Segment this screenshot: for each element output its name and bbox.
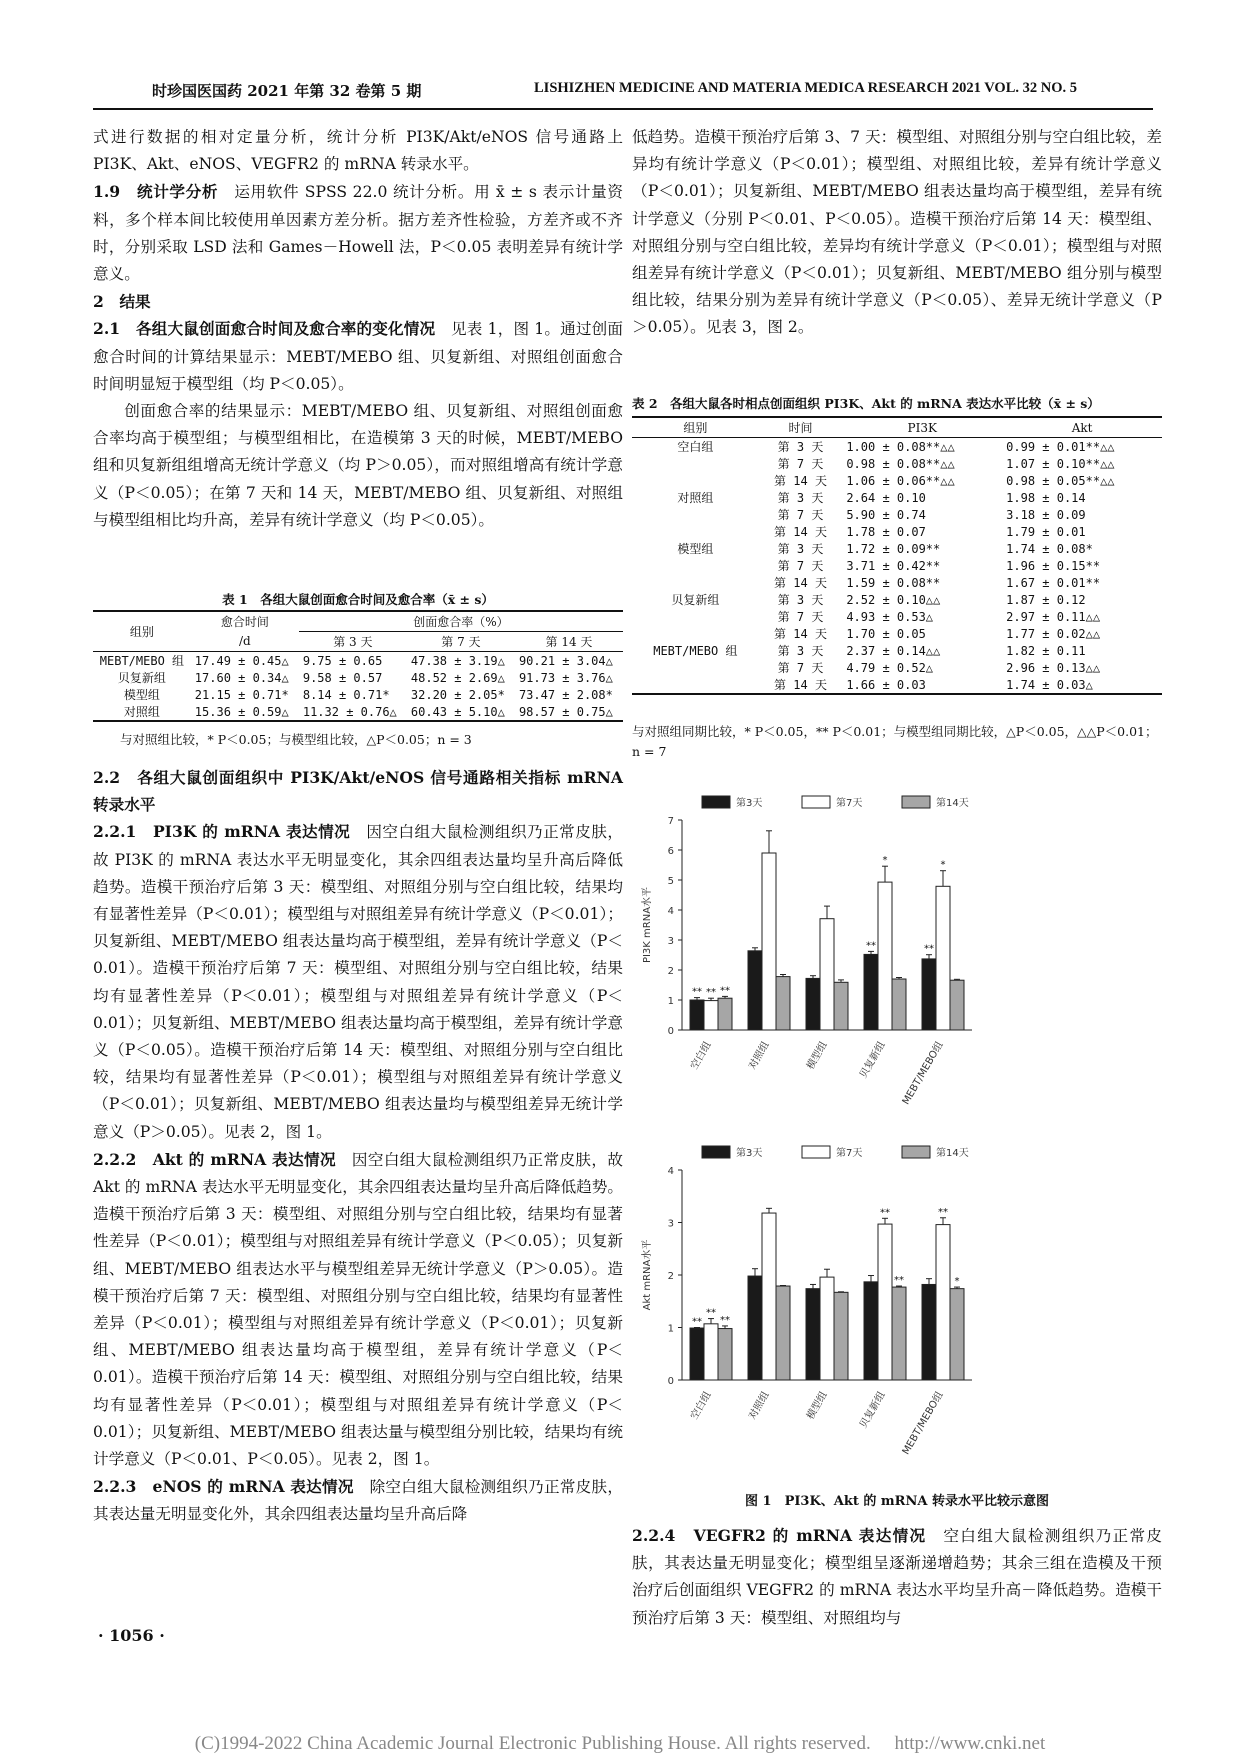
section-body: 运用软件 SPSS 22.0 统计分析。用 x̄ ± s 表示计量资料，多个样本间比较使用单因素方差分析。据方差齐性检验，方差齐或不齐时，分别采取 LSD 法和 Games－Howell 法，P＜0.05 表明差异有统计学意义。 — [93, 183, 623, 284]
table2-row — [632, 625, 1162, 642]
section-1-9 — [93, 178, 623, 288]
table2-cell: 2.96 ± 0.13△△ — [1006, 660, 1101, 675]
table2-cell: 1.07 ± 0.10**△△ — [1006, 456, 1115, 471]
significance-mark: ** — [706, 1307, 716, 1319]
section-body: 见表 1，图 1。通过创面愈合时间的计算结果显示：MEBT/MEBO 组、贝复新组、对照组创面愈合时间明显短于模型组（均 P＜0.05）。 — [93, 320, 623, 393]
table1-cell: 98.57 ± 0.75△ — [518, 704, 613, 719]
table2-cell: 2.64 ± 0.10 — [846, 490, 926, 505]
pi3k-chart — [632, 790, 1162, 1130]
significance-mark: ** — [720, 1314, 730, 1326]
legend-swatch — [802, 1146, 830, 1158]
table1-cell: 60.43 ± 5.10△ — [410, 704, 505, 719]
y-tick-label: 4 — [667, 1166, 674, 1177]
table2-cell: 4.93 ± 0.53△ — [846, 609, 934, 624]
section-2-1 — [93, 315, 623, 398]
x-tick-label: 空白组 — [689, 1040, 714, 1072]
x-tick-label: MEBT/MEBO组 — [900, 1390, 946, 1457]
bar — [950, 1289, 964, 1380]
bar — [776, 1286, 790, 1380]
page-number: · 1056 · — [98, 1626, 165, 1645]
table2-cell: 第 7 天 — [777, 508, 824, 522]
significance-mark: ** — [880, 1207, 890, 1219]
bar — [950, 980, 964, 1030]
table2-row — [632, 489, 1162, 506]
table1-cell: MEBT/MEBO 组 — [99, 654, 185, 668]
bar — [922, 959, 936, 1030]
table2-cell: 第 3 天 — [777, 593, 824, 607]
legend-swatch — [902, 1146, 930, 1158]
table2-header-group: 组别 — [683, 421, 708, 435]
bar — [762, 1213, 776, 1380]
table2-cell: 1.00 ± 0.08**△△ — [846, 439, 955, 454]
section-2-2-2 — [93, 1146, 623, 1473]
table1-row — [93, 703, 623, 721]
table1-cell: 9.58 ± 0.57 — [302, 670, 383, 685]
x-tick-label: 对照组 — [747, 1040, 772, 1072]
table1-cell: 73.47 ± 2.08* — [518, 687, 613, 702]
table1-row — [93, 652, 623, 670]
table2-cell — [632, 676, 759, 694]
table1-cell: 48.52 ± 2.69△ — [410, 670, 505, 685]
section-heading: 2.2.4 VEGFR2 的 mRNA 表达情况 — [632, 1526, 927, 1545]
table1-cell: 9.75 ± 0.65 — [302, 653, 383, 668]
table2-row — [632, 472, 1162, 489]
table2-cell: 第 14 天 — [774, 525, 827, 539]
significance-mark: ** — [692, 1316, 702, 1328]
table2-cell — [632, 455, 759, 472]
paragraph: 低趋势。造模干预治疗后第 3、7 天：模型组、对照组分别与空白组比较，差异均有统计学意义（P＜0.01）；模型组、对照组比较，差异有统计学意义（P＜0.01）；贝复新组、MEBT/MEBO 组表达量均高于模型组，差异有统计学意义（分别 P＜0.01、P＜0.05）。造模干预治疗后第 14 天：模型组、对照组分别与空白组比较，差异均有统计学意义（P＜0.01）；模型组与对照组差异有统计学意义（P＜0.01）；贝复新组、MEBT/MEBO 组分别与模型组比较，结果分别为差异有统计学意义（P＜0.05）、差异无统计学意义（P＞0.05）。见表 3，图 2。 — [632, 128, 1162, 337]
table2-cell: 第 14 天 — [774, 474, 827, 488]
y-tick-label: 2 — [667, 1271, 674, 1282]
table2-row — [632, 438, 1162, 456]
table2-cell: 1.72 ± 0.09** — [846, 541, 941, 556]
bar — [748, 951, 762, 1030]
table2-caption: 表 2 各组大鼠各时相点创面组织 PI3K、Akt 的 mRNA 表达水平比较（x̄ ± s） — [632, 396, 1100, 411]
figure-1b — [632, 1140, 1162, 1484]
right-column-2 — [632, 1522, 1162, 1632]
table2-cell — [632, 506, 759, 523]
table1-cell: 17.49 ± 0.45△ — [194, 653, 289, 668]
table1-caption: 表 1 各组大鼠创面愈合时间及愈合率（x̄ ± s） — [222, 592, 494, 607]
table1-cell: 90.21 ± 3.04△ — [518, 653, 613, 668]
bar — [718, 998, 732, 1030]
table2-cell: 1.06 ± 0.06**△△ — [846, 473, 955, 488]
x-tick-label: 空白组 — [689, 1390, 714, 1422]
table2-cell: 4.79 ± 0.52△ — [846, 660, 934, 675]
table2-cell — [632, 608, 759, 625]
table2-row — [632, 540, 1162, 557]
section-2-heading: 2 结果 — [93, 292, 151, 312]
bar — [892, 979, 906, 1030]
table2-cell: 1.79 ± 0.01 — [1006, 524, 1086, 539]
table2-cell: 第 3 天 — [777, 542, 824, 556]
bar — [834, 1292, 848, 1380]
significance-mark: ** — [938, 1206, 948, 1218]
section-2-2-heading: 2.2 各组大鼠创面组织中 PI3K/Akt/eNOS 信号通路相关指标 mRNA 转录水平 — [93, 768, 623, 815]
bar — [762, 853, 776, 1030]
table2-row — [632, 642, 1162, 659]
table2-cell: 空白组 — [677, 440, 714, 454]
section-body: 除空白组大鼠检测组织乃正常皮肤，其表达量无明显变化外，其余四组表达量均呈升高后降 — [93, 1478, 623, 1524]
significance-mark: * — [940, 859, 946, 871]
table2-cell: 1.87 ± 0.12 — [1006, 592, 1086, 607]
section-heading: 2.1 各组大鼠创面愈合时间及愈合率的变化情况 — [93, 319, 436, 339]
table2-cell: 1.70 ± 0.05 — [846, 626, 926, 641]
header-rule — [93, 108, 1153, 110]
y-tick-label: 3 — [667, 936, 674, 947]
table2-cell: 1.96 ± 0.15** — [1006, 558, 1101, 573]
akt-chart — [632, 1140, 1162, 1480]
section-heading: 2.2.2 Akt 的 mRNA 表达情况 — [93, 1149, 336, 1169]
table1-header-time-unit: /d — [238, 634, 251, 649]
y-tick-label: 7 — [667, 816, 674, 827]
table2-cell: 模型组 — [677, 542, 714, 556]
table2-cell — [632, 557, 759, 574]
paragraph: 式进行数据的相对定量分析，统计分析 PI3K/Akt/eNOS 信号通路上 PI3K、Akt、eNOS、VEGFR2 的 mRNA 转录水平。 — [93, 128, 623, 174]
journal-header-left: 时珍国医国药 2021 年第 32 卷第 5 期 — [152, 82, 422, 100]
table2-note: 与对照组同期比较，* P＜0.05，** P＜0.01；与模型组同期比较，△P＜0.05，△△P＜0.01；n = 7 — [632, 724, 1158, 759]
legend-label: 第14天 — [936, 1148, 969, 1159]
legend-swatch — [802, 796, 830, 808]
table2-cell: 第 3 天 — [777, 644, 824, 658]
x-tick-label: 贝复新组 — [858, 1390, 888, 1431]
table2-cell: MEBT/MEBO 组 — [653, 644, 738, 658]
y-tick-label: 6 — [667, 846, 674, 857]
left-column — [93, 124, 623, 534]
table2-row — [632, 574, 1162, 591]
table2-header-time: 时间 — [788, 421, 813, 435]
figure-1 — [632, 790, 1162, 1134]
table1-cell: 21.15 ± 0.71* — [194, 687, 289, 702]
table1-header-group: 组别 — [129, 625, 154, 639]
section-heading: 1.9 统计学分析 — [93, 182, 219, 202]
legend-label: 第3天 — [736, 798, 763, 809]
table2-cell: 第 14 天 — [774, 627, 827, 641]
table2-cell: 1.82 ± 0.11 — [1006, 643, 1086, 658]
x-tick-label: 对照组 — [747, 1390, 772, 1422]
y-tick-label: 0 — [667, 1376, 674, 1387]
table2-row — [632, 676, 1162, 694]
table2-cell: 贝复新组 — [671, 593, 720, 607]
table2-cell — [632, 625, 759, 642]
bar — [690, 1328, 704, 1380]
bar — [748, 1276, 762, 1380]
bar — [936, 1225, 950, 1380]
x-tick-label: MEBT/MEBO组 — [900, 1040, 946, 1107]
y-tick-label: 5 — [667, 876, 674, 887]
left-column-2 — [93, 764, 623, 1529]
table2-cell: 第 3 天 — [777, 440, 824, 454]
y-axis-label: PI3K mRNA水平 — [642, 886, 653, 964]
table2-cell: 2.97 ± 0.11△△ — [1006, 609, 1101, 624]
legend-swatch — [702, 1146, 730, 1158]
table1-cell: 91.73 ± 3.76△ — [518, 670, 613, 685]
y-tick-label: 1 — [667, 996, 674, 1007]
section-body: 因空白组大鼠检测组织乃正常皮肤，故 Akt 的 mRNA 表达水平无明显变化，其余四组表达量均呈升高后降低趋势。造模干预治疗后第 3 天：模型组、对照组分别与空白组比较，结果均有显著性差异（P＜0.01）；模型组与对照组差异有统计学意义（P＜0.05）；贝复新组、MEBT/MEBO 组表达水平与模型组差异无统计学意义（P＞0.05）。造模干预治疗后第 7 天：模型组、对照组分别与空白组比较，结果均有显著性差异（P＜0.01）；模型组与对照组差异有统计学意义（P＜0.01）；贝复新组、MEBT/MEBO 组表达量均高于模型组，差异有统计学意义（P＜0.01）。造模干预治疗后第 14 天：模型组、对照组分别与空白组比较，结果均有显著性差异（P＜0.01）；模型组与对照组差异有统计学意义（P＜0.01）；贝复新组、MEBT/MEBO 组表达量与模型组分别比较，结果均有统计学意义（P＜0.01、P＜0.05）。见表 2，图 1。 — [93, 1150, 623, 1469]
x-tick-label: 贝复新组 — [858, 1040, 888, 1081]
table1-cell: 47.38 ± 3.19△ — [410, 653, 505, 668]
figure-caption: 图 1 PI3K、Akt 的 mRNA 转录水平比较示意图 — [745, 1494, 1049, 1509]
right-column — [632, 124, 1162, 342]
significance-mark: ** — [720, 985, 730, 997]
table2-cell: 第 7 天 — [777, 661, 824, 675]
significance-mark: ** — [866, 940, 876, 952]
table2-row — [632, 557, 1162, 574]
y-tick-label: 0 — [667, 1026, 674, 1037]
table1-cell: 17.60 ± 0.34△ — [194, 670, 289, 685]
table2-cell: 1.77 ± 0.02△△ — [1006, 626, 1101, 641]
table1-cell: 贝复新组 — [117, 671, 166, 685]
significance-mark: ** — [924, 943, 934, 955]
x-tick-label: 模型组 — [805, 1040, 830, 1072]
bar — [864, 954, 878, 1030]
y-tick-label: 1 — [667, 1323, 674, 1335]
table1-cell: 8.14 ± 0.71* — [302, 687, 390, 702]
table2-cell: 0.99 ± 0.01**△△ — [1006, 439, 1115, 454]
table2-cell: 第 7 天 — [777, 610, 824, 624]
section-2-2-3 — [93, 1473, 623, 1528]
section-2-2-4 — [632, 1522, 1162, 1632]
table2-header-akt: Akt — [1071, 420, 1093, 435]
bar — [704, 1001, 718, 1030]
bar — [704, 1324, 718, 1380]
table2-row — [632, 455, 1162, 472]
section-body: 空白组大鼠检测组织乃正常皮肤，其表达量无明显变化；模型组呈逐渐递增趋势；其余三组在造模及干预治疗后创面组织 VEGFR2 的 mRNA 表达水平均呈升高－降低趋势。造模干预治疗后第 3 天：模型组、对照组均与 — [632, 1527, 1162, 1627]
table2-cell: 0.98 ± 0.05**△△ — [1006, 473, 1115, 488]
table2-row — [632, 659, 1162, 676]
bar — [806, 1289, 820, 1380]
section-heading: 2.2.3 eNOS 的 mRNA 表达情况 — [93, 1477, 354, 1497]
bar — [806, 978, 820, 1030]
bar — [922, 1284, 936, 1380]
table2-cell: 对照组 — [677, 491, 714, 505]
table1-row — [93, 686, 623, 703]
copyright-footer: (C)1994-2022 China Academic Journal Electronic Publishing House. All rights reserved. http://www.cnki.net — [194, 1733, 1046, 1754]
legend-swatch — [902, 796, 930, 808]
table1-header-time: 愈合时间 — [220, 615, 269, 630]
legend-label: 第14天 — [936, 798, 969, 809]
bar — [718, 1329, 732, 1380]
table1-cell: 15.36 ± 0.59△ — [194, 704, 289, 719]
bar — [834, 982, 848, 1030]
table2-cell: 第 7 天 — [777, 457, 824, 471]
paragraph: 创面愈合率的结果显示：MEBT/MEBO 组、贝复新组、对照组创面愈合率均高于模型组；与模型组相比，在造模第 3 天的时候，MEBT/MEBO 组和贝复新组组增高无统计学意义（均 P＞0.05），而对照组增高有统计学意义（P＜0.05）；在第 7 天和 14 天，MEBT/MEBO 组、贝复新组、对照组与模型组相比均升高，差异有统计学意义（均 P＜0.05）。 — [93, 402, 623, 529]
table1-row — [93, 669, 623, 686]
table2-cell: 3.18 ± 0.09 — [1006, 507, 1086, 522]
table1-note: 与对照组比较，* P＜0.05；与模型组比较，△P＜0.05；n = 3 — [120, 732, 472, 747]
journal-header-right: LISHIZHEN MEDICINE AND MATERIA MEDICA RESEARCH 2021 VOL. 32 NO. 5 — [534, 80, 1077, 96]
table2-cell: 2.37 ± 0.14△△ — [846, 643, 941, 658]
significance-mark: * — [954, 1276, 960, 1288]
table2-cell: 第 14 天 — [774, 678, 827, 692]
x-tick-label: 模型组 — [805, 1390, 830, 1422]
section-body: 因空白组大鼠检测组织乃正常皮肤，故 PI3K 的 mRNA 表达水平无明显变化，其余四组表达量均呈升高后降低趋势。造模干预治疗后第 3 天：模型组、对照组分别与空白组比较，结果均有显著性差异（P＜0.01）；模型组与对照组差异有统计学意义（P＜0.01）；贝复新组、MEBT/MEBO 组表达量均高于模型组，差异有统计学意义（P＜0.01）。造模干预治疗后第 7 天：模型组、对照组分别与空白组比较，结果均有显著性差异（P＜0.01）；模型组与对照组差异有统计学意义（P＜0.01）；贝复新组、MEBT/MEBO 组表达量均高于模型组，差异有统计学意义（P＜0.05）。造模干预治疗后第 14 天：模型组、对照组分别与空白组比较，结果均有显著性差异（P＜0.01）；模型组与对照组差异有统计学意义（P＜0.01）；贝复新组、MEBT/MEBO 组表达量均与模型组差异无统计学意义（P＞0.05）。见表 2，图 1。 — [93, 823, 623, 1141]
table2-cell: 第 3 天 — [777, 491, 824, 505]
table2 — [632, 416, 1162, 695]
table1-header-rate: 创面愈合率（%） — [299, 611, 623, 632]
table1-header-d14: 第 14 天 — [545, 635, 593, 649]
table2-row — [632, 506, 1162, 523]
bar — [820, 919, 834, 1030]
significance-mark: ** — [706, 987, 716, 999]
table2-cell — [632, 523, 759, 540]
bar — [776, 977, 790, 1030]
bar — [820, 1277, 834, 1380]
table2-row — [632, 608, 1162, 625]
table1-cell: 对照组 — [123, 705, 160, 719]
table2-cell: 1.98 ± 0.14 — [1006, 490, 1086, 505]
table2-cell: 1.59 ± 0.08** — [846, 575, 941, 590]
table2-cell: 第 14 天 — [774, 576, 827, 590]
bar — [878, 1224, 892, 1380]
table2-cell: 1.74 ± 0.03△ — [1006, 677, 1093, 692]
legend-label: 第7天 — [836, 798, 863, 809]
table2-cell: 3.71 ± 0.42** — [846, 558, 941, 573]
legend-label: 第3天 — [736, 1148, 763, 1159]
bar — [864, 1282, 878, 1380]
table1-cell: 模型组 — [123, 688, 160, 702]
bar — [892, 1287, 906, 1380]
table2-row — [632, 523, 1162, 540]
significance-mark: ** — [894, 1275, 904, 1287]
table1-header-d3: 第 3 天 — [333, 635, 373, 649]
bar — [878, 882, 892, 1030]
bar — [690, 1000, 704, 1030]
table2-cell: 2.52 ± 0.10△△ — [846, 592, 941, 607]
legend-label: 第7天 — [836, 1148, 863, 1159]
legend-swatch — [702, 796, 730, 808]
table2-cell — [632, 472, 759, 489]
table1-header-d7: 第 7 天 — [441, 635, 481, 649]
y-tick-label: 4 — [667, 906, 674, 917]
y-tick-label: 3 — [667, 1218, 674, 1230]
table2-cell: 1.67 ± 0.01** — [1006, 575, 1101, 590]
significance-mark: ** — [692, 986, 702, 998]
table1 — [93, 610, 623, 722]
bar — [936, 886, 950, 1030]
y-axis-label: Akt mRNA水平 — [642, 1239, 653, 1311]
y-tick-label: 2 — [667, 966, 674, 977]
table2-header-pi3k: PI3K — [907, 420, 937, 435]
table2-cell: 1.78 ± 0.07 — [846, 524, 926, 539]
table2-cell — [632, 659, 759, 676]
table2-cell — [632, 574, 759, 591]
table2-cell: 1.74 ± 0.08* — [1006, 541, 1093, 556]
table1-cell: 32.20 ± 2.05* — [410, 687, 505, 702]
table2-cell: 1.66 ± 0.03 — [846, 677, 926, 692]
table2-row — [632, 591, 1162, 608]
section-2-2-1 — [93, 818, 623, 1145]
table2-cell: 第 7 天 — [777, 559, 824, 573]
significance-mark: * — [882, 855, 888, 867]
section-heading: 2.2.1 PI3K 的 mRNA 表达情况 — [93, 822, 351, 842]
table2-cell: 0.98 ± 0.08**△△ — [846, 456, 955, 471]
table1-cell: 11.32 ± 0.76△ — [302, 704, 397, 719]
table2-cell: 5.90 ± 0.74 — [846, 507, 926, 522]
